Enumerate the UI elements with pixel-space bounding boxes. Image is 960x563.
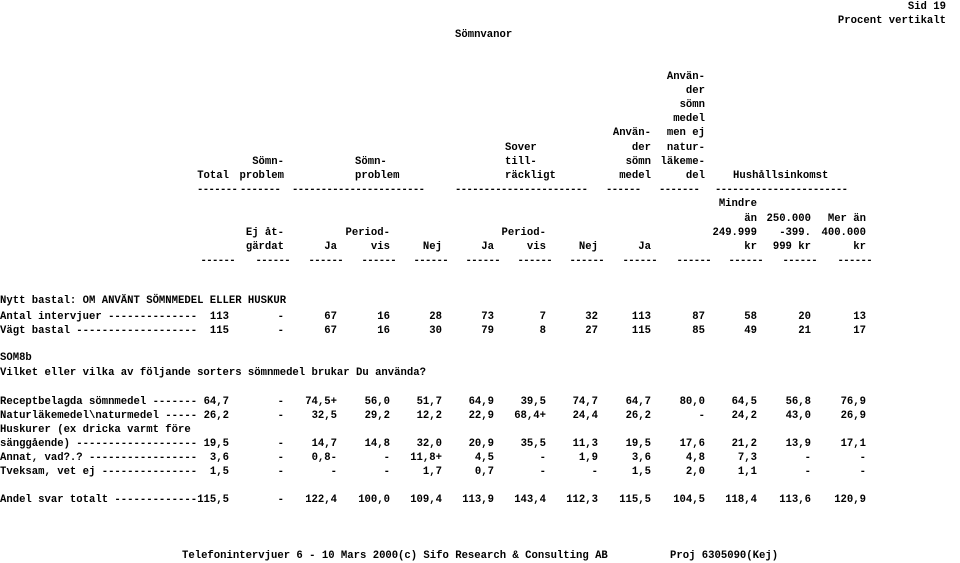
- header-rule: -------: [240, 184, 281, 196]
- header-rule: ------: [606, 184, 641, 196]
- table-cell: 20,9: [468, 438, 494, 450]
- header-rule: -------: [659, 184, 700, 196]
- table-cell: 24,4: [572, 410, 598, 422]
- table-cell: 14,8: [364, 438, 390, 450]
- table-cell: 1,1: [737, 466, 757, 478]
- header-sub-col: Ja: [324, 241, 337, 253]
- header-group-col: sömn: [625, 155, 651, 168]
- header-income-sub: 250.000: [766, 212, 811, 225]
- header-rule: -----------------------: [715, 184, 848, 196]
- table-cell: 68,4+: [514, 410, 546, 422]
- header-group-col: räckligt: [505, 170, 556, 182]
- table-cell: 100,0: [358, 494, 390, 506]
- table-cell: 74,5+: [305, 396, 337, 408]
- table-cell: -: [277, 452, 284, 464]
- table-cell: 26,2: [625, 410, 651, 422]
- header-sub-col: Ej åt-: [245, 226, 284, 239]
- header-col-rule: ------: [569, 255, 604, 267]
- header-sub-col: vis: [526, 241, 546, 253]
- table-cell: 74,7: [572, 396, 598, 408]
- table-cell: 115,5: [619, 494, 651, 506]
- table-cell: 17: [853, 325, 866, 337]
- table-cell: 87: [692, 311, 705, 323]
- header-group-col: Sömn-: [355, 155, 387, 168]
- table-cell: 11,8+: [410, 452, 442, 464]
- header-sub-col: Nej: [578, 241, 598, 253]
- table-cell: -: [277, 396, 284, 408]
- table-cell: 19,5: [625, 438, 651, 450]
- header-group-col: der: [685, 84, 705, 97]
- table-cell: 85: [692, 325, 705, 337]
- table-cell: -: [859, 466, 866, 478]
- table-cell: 115: [209, 325, 229, 337]
- header-rule: -------: [197, 184, 238, 196]
- header-group-col: del: [685, 170, 705, 182]
- header-income-sub: kr: [744, 241, 757, 253]
- table-cell: 39,5: [520, 396, 546, 408]
- row-label: Naturläkemedel\naturmedel -----: [0, 410, 198, 422]
- table-cell: 1,9: [578, 452, 598, 464]
- table-cell: 1,7: [422, 466, 442, 478]
- table-cell: 73: [481, 311, 494, 323]
- header-col-rule: ------: [200, 255, 235, 267]
- table-cell: 17,6: [679, 438, 705, 450]
- header-col-rule: ------: [782, 255, 817, 267]
- page-number: Sid 19: [907, 1, 946, 13]
- table-cell: -: [804, 452, 811, 464]
- table-cell: 67: [324, 325, 337, 337]
- header-group-col: till-: [505, 155, 537, 168]
- table-cell: 35,5: [520, 438, 546, 450]
- row-label: Huskurer (ex dricka varmt före: [0, 424, 191, 436]
- header-sub-col: Period-: [501, 226, 546, 239]
- table-cell: -: [277, 410, 284, 422]
- table-cell: 1,5: [209, 466, 229, 478]
- table-cell: -: [539, 466, 546, 478]
- header-income-sub: kr: [853, 241, 866, 253]
- table-cell: 28: [429, 311, 442, 323]
- header-income-sub: 400.000: [821, 226, 866, 239]
- table-cell: 2,0: [685, 466, 705, 478]
- table-cell: 24,2: [731, 410, 757, 422]
- table-cell: -: [277, 311, 284, 323]
- footer-center: (c) Sifo Research & Consulting AB: [398, 550, 608, 562]
- header-group-col: problem: [355, 170, 400, 182]
- table-cell: 32: [585, 311, 598, 323]
- table-cell: 19,5: [203, 438, 229, 450]
- row-label: Receptbelagda sömnmedel -------: [0, 396, 198, 408]
- table-cell: -: [277, 325, 284, 337]
- table-cell: 113: [209, 311, 229, 323]
- footer-left: Telefonintervjuer 6 - 10 Mars 2000: [182, 550, 399, 562]
- table-cell: 64,5: [731, 396, 757, 408]
- header-group-col: problem: [239, 170, 284, 182]
- table-cell: 143,4: [514, 494, 546, 506]
- row-label: Nytt bastal: OM ANVÄNT SÖMNMEDEL ELLER HUSKUR: [0, 295, 287, 307]
- header-group-col: sömn: [679, 99, 705, 111]
- table-cell: -: [277, 494, 284, 506]
- header-col-rule: ------: [413, 255, 448, 267]
- table-cell: 115: [631, 325, 651, 337]
- table-cell: -: [277, 438, 284, 450]
- table-cell: 4,5: [474, 452, 494, 464]
- table-cell: 104,5: [673, 494, 705, 506]
- header-sub-col: Ja: [481, 241, 494, 253]
- header-sub-col: gärdat: [245, 241, 284, 253]
- header-group-col: Sömn-: [252, 155, 284, 168]
- row-label: sänggående) -------------------: [0, 438, 198, 450]
- table-cell: 29,2: [364, 410, 390, 422]
- header-group-col: men ej: [666, 127, 705, 140]
- header-group-col: Använ-: [612, 127, 651, 140]
- table-cell: 120,9: [834, 494, 866, 506]
- header-sub-col: Ja: [638, 241, 651, 253]
- header-income-sub: Mindre: [718, 198, 757, 211]
- header-group-col: läkeme-: [660, 155, 705, 168]
- header-col-rule: ------: [622, 255, 657, 267]
- table-cell: 0,8-: [311, 452, 337, 464]
- header-rule: -----------------------: [292, 184, 425, 196]
- table-cell: 118,4: [725, 494, 757, 506]
- table-cell: 30: [429, 325, 442, 337]
- table-cell: 115,5: [197, 494, 229, 506]
- table-cell: -: [330, 466, 337, 478]
- header-sub-col: vis: [370, 241, 390, 253]
- header-sub-col: Nej: [422, 241, 442, 253]
- table-cell: -: [383, 452, 390, 464]
- header-income-sub: Mer än: [827, 212, 866, 225]
- question-text: Vilket eller vilka av följande sorters sömnmedel brukar Du använda?: [0, 367, 426, 379]
- table-cell: 26,2: [203, 410, 229, 422]
- header-group-col: medel: [619, 170, 651, 182]
- table-cell: 16: [377, 311, 390, 323]
- table-cell: 43,0: [785, 410, 811, 422]
- table-cell: 113,9: [462, 494, 494, 506]
- header-col-rule: ------: [308, 255, 343, 267]
- page-title: Sömnvanor: [455, 29, 513, 41]
- table-cell: 79: [481, 325, 494, 337]
- table-cell: -: [539, 452, 546, 464]
- question-code: SOM8b: [0, 352, 32, 364]
- header-income-label: Hushållsinkomst: [733, 170, 829, 182]
- header-col-rule: ------: [676, 255, 711, 267]
- table-cell: 80,0: [679, 396, 705, 408]
- table-cell: -: [698, 410, 705, 422]
- table-cell: 21: [798, 325, 811, 337]
- table-cell: 3,6: [209, 452, 229, 464]
- header-income-sub: 249.999: [712, 226, 757, 239]
- table-cell: 4,8: [685, 452, 705, 464]
- table-cell: 113: [631, 311, 651, 323]
- table-cell: -: [859, 452, 866, 464]
- header-col-rule: ------: [517, 255, 552, 267]
- header-income-sub: -399.: [779, 226, 811, 239]
- table-cell: 26,9: [840, 410, 866, 422]
- table-cell: 17,1: [840, 438, 866, 450]
- table-cell: -: [277, 466, 284, 478]
- table-cell: 113,6: [779, 494, 811, 506]
- table-cell: 32,5: [311, 410, 337, 422]
- table-cell: 76,9: [840, 396, 866, 408]
- table-cell: 12,2: [416, 410, 442, 422]
- table-cell: 7: [539, 311, 546, 323]
- table-cell: 56,8: [785, 396, 811, 408]
- table-cell: 20: [798, 311, 811, 323]
- header-income-sub: 999 kr: [772, 241, 811, 253]
- row-label: Antal intervjuer --------------: [0, 311, 198, 323]
- table-cell: 112,3: [566, 494, 598, 506]
- table-cell: 64,7: [625, 396, 651, 408]
- percent-note: Procent vertikalt: [837, 15, 946, 27]
- table-cell: 109,4: [410, 494, 442, 506]
- row-label: Tveksam, vet ej ---------------: [0, 466, 198, 478]
- table-cell: 13,9: [785, 438, 811, 450]
- table-cell: 13: [853, 311, 866, 323]
- header-rule: -----------------------: [455, 184, 588, 196]
- row-label: Vägt bastal -------------------: [0, 325, 198, 337]
- header-col-rule: ------: [361, 255, 396, 267]
- footer-right: Proj 6305090(Kej): [670, 550, 779, 562]
- table-cell: -: [591, 466, 598, 478]
- table-cell: 7,3: [737, 452, 757, 464]
- header-group-col: Använ-: [666, 70, 705, 83]
- header-col-rule: ------: [255, 255, 290, 267]
- table-cell: 32,0: [416, 438, 442, 450]
- table-cell: 14,7: [311, 438, 337, 450]
- header-income-sub: än: [744, 212, 757, 225]
- table-cell: 16: [377, 325, 390, 337]
- table-cell: -: [804, 466, 811, 478]
- header-group-col: Total: [197, 170, 229, 182]
- header-col-rule: ------: [465, 255, 500, 267]
- table-cell: 3,6: [631, 452, 651, 464]
- table-cell: 49: [744, 325, 757, 337]
- table-cell: 67: [324, 311, 337, 323]
- table-cell: 1,5: [631, 466, 651, 478]
- header-group-col: Sover: [505, 141, 537, 154]
- table-cell: 11,3: [572, 438, 598, 450]
- row-label: Andel svar totalt -------------: [0, 494, 198, 506]
- header-group-col: natur-: [666, 141, 705, 154]
- table-cell: 64,9: [468, 396, 494, 408]
- header-group-col: der: [631, 141, 651, 154]
- table-cell: 51,7: [416, 396, 442, 408]
- header-col-rule: ------: [837, 255, 872, 267]
- header-col-rule: ------: [728, 255, 763, 267]
- row-label: Annat, vad?.? -----------------: [0, 452, 198, 464]
- table-cell: 8: [539, 325, 546, 337]
- table-cell: 27: [585, 325, 598, 337]
- header-sub-col: Period-: [345, 226, 390, 239]
- table-cell: -: [383, 466, 390, 478]
- table-cell: 21,2: [731, 438, 757, 450]
- header-group-col: medel: [673, 113, 705, 126]
- table-cell: 64,7: [203, 396, 229, 408]
- table-cell: 122,4: [305, 494, 337, 506]
- table-cell: 58: [744, 311, 757, 323]
- table-cell: 56,0: [364, 396, 390, 408]
- table-cell: 0,7: [474, 466, 494, 478]
- table-cell: 22,9: [468, 410, 494, 422]
